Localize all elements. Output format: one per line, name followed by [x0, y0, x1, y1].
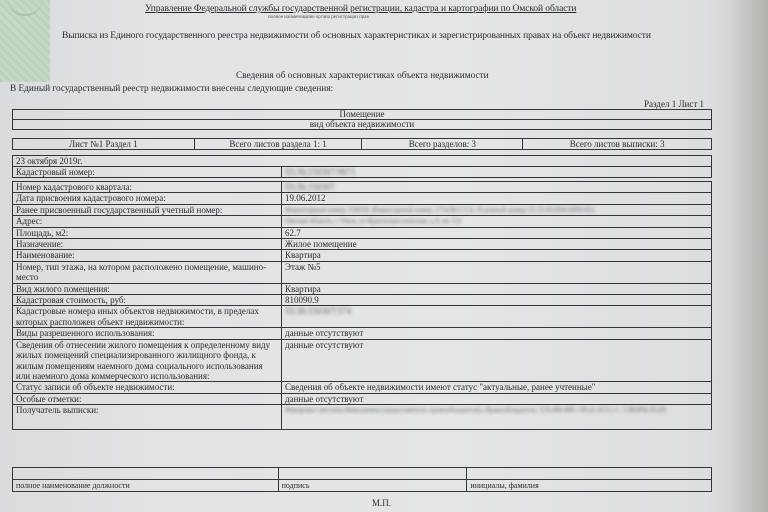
scan-edge-shadow: [728, 0, 768, 512]
extract-sheets-total: Всего листов выписки: 3: [523, 139, 712, 150]
row-label: Получатель выписки:: [13, 405, 282, 430]
characteristics-table: [12, 181, 712, 430]
table-row: [13, 382, 712, 393]
organization-name: Управление Федеральной службы государственной регистрации, кадастра и картографии по Омской области: [145, 4, 577, 14]
position-field: [13, 468, 279, 480]
extract-title: Выписка из Единого государственного реестра недвижимости об основных характеристиках и зарегистрированных правах на объект недвижимости: [62, 31, 651, 41]
intro-text: В Единый государственный реестр недвижимости внесены следующие сведения:: [10, 84, 334, 94]
row-label: Кадастровая стоимость, руб:: [13, 295, 282, 306]
row-label: Номер кадастрового квартала:: [13, 182, 282, 193]
table-row: [13, 393, 712, 404]
row-label: Назначение:: [13, 239, 282, 250]
emblem-icon: [8, 0, 42, 16]
table-row: [13, 328, 712, 339]
table-row: [13, 339, 712, 382]
table-row: [13, 306, 712, 328]
organization-caption: полное наименование органа регистрации прав: [268, 15, 369, 20]
security-stamp: [0, 0, 50, 82]
row-label: Ранее присвоенный государственный учетный номер:: [13, 204, 282, 215]
row-value: данные отсутствуют: [282, 393, 712, 404]
row-value: Сведения об объекте недвижимости имеют статус "актуальные, ранее учтенные": [282, 382, 712, 393]
row-value: Макарова Светлана Николаевна (представитель правообладателя), Правообладатель: Т.Х.000 000 / 00 (4 18 0 ) 1 / 3 ВОРЫ 05.09: [282, 405, 712, 430]
signature-field: [278, 468, 467, 480]
row-value: Квартира: [282, 283, 712, 294]
row-label: Сведения об отнесении жилого помещения к определенному виду жилых помещений специализированного жилищного фонда, к жилым помещениям наемного дома социального использования или наемного дома коммерческого использования:: [13, 339, 282, 382]
object-type-caption: вид объекта недвижимости: [13, 120, 712, 130]
seal-placeholder: М.П.: [372, 498, 392, 508]
table-row: [13, 193, 712, 204]
row-label: Дата присвоения кадастрового номера:: [13, 193, 282, 204]
cadastral-number-label: Кадастровый номер:: [13, 167, 282, 178]
name-field: [467, 468, 712, 480]
row-label: Адрес:: [13, 216, 282, 227]
row-value: 19.06.2012: [282, 193, 712, 204]
row-label: Номер, тип этажа, на котором расположено помещение, машино-место: [13, 261, 282, 283]
table-row: [13, 261, 712, 283]
table-row: [13, 227, 712, 238]
row-label: Виды разрешенного использования:: [13, 328, 282, 339]
row-label: Особые отметки:: [13, 393, 282, 404]
row-label: Статус записи об объекте недвижимости:: [13, 382, 282, 393]
sheets-table: [12, 138, 712, 150]
sheets-in-section: Всего листов раздела 1: 1: [194, 139, 362, 150]
table-row: [13, 182, 712, 193]
row-label: Вид жилого помещения:: [13, 283, 282, 294]
date-table: [12, 155, 712, 178]
row-value: Омская область, г Омск, ул Краснопресненская, д 4, кв 152: [282, 216, 712, 227]
sheet-section: Лист №1 Раздел 1: [13, 139, 195, 150]
table-row: [13, 405, 712, 430]
object-type-value: Помещение: [13, 110, 712, 120]
info-title: Сведения об основных характеристиках объекта недвижимости: [236, 71, 489, 81]
row-value: данные отсутствуют: [282, 328, 712, 339]
row-value: 62.7: [282, 227, 712, 238]
signature-caption: подпись: [278, 480, 467, 492]
table-row: [13, 216, 712, 227]
table-row: [13, 250, 712, 261]
table-row: [13, 239, 712, 250]
section-reference: Раздел 1 Лист 1: [644, 99, 705, 109]
name-caption: инициалы, фамилия: [467, 480, 712, 492]
table-row: [13, 283, 712, 294]
table-row: [13, 295, 712, 306]
cadastral-number-value: 55:36:150307:9871: [282, 167, 712, 178]
row-label: Кадастровые номера иных объектов недвижимости, в пределах которых расположен объект недвижимости:: [13, 306, 282, 328]
row-value: Квартира: [282, 250, 712, 261]
sections-total: Всего разделов: 3: [362, 139, 523, 150]
signature-table: [12, 467, 712, 492]
row-value: данные отсутствуют: [282, 339, 712, 382]
row-value: Этаж №5: [282, 261, 712, 283]
row-value: Жилое помещение: [282, 239, 712, 250]
row-label: Наименование:: [13, 250, 282, 261]
row-label: Площадь, м2:: [13, 227, 282, 238]
position-caption: полное наименование должности: [13, 480, 279, 492]
table-row: [13, 204, 712, 215]
row-value: 55:36:150307: [282, 182, 712, 193]
row-value: 810090.9: [282, 295, 712, 306]
object-type-table: [12, 109, 712, 130]
row-value: 55:36:150307:574: [282, 306, 712, 328]
row-value: Инвентарный номер 156058, Инвентарный номер 17543R/1:5:4, Условный номер 55-55-01/094/2009-052: [282, 204, 712, 215]
extract-date: 23 октября 2019г.: [13, 156, 712, 167]
